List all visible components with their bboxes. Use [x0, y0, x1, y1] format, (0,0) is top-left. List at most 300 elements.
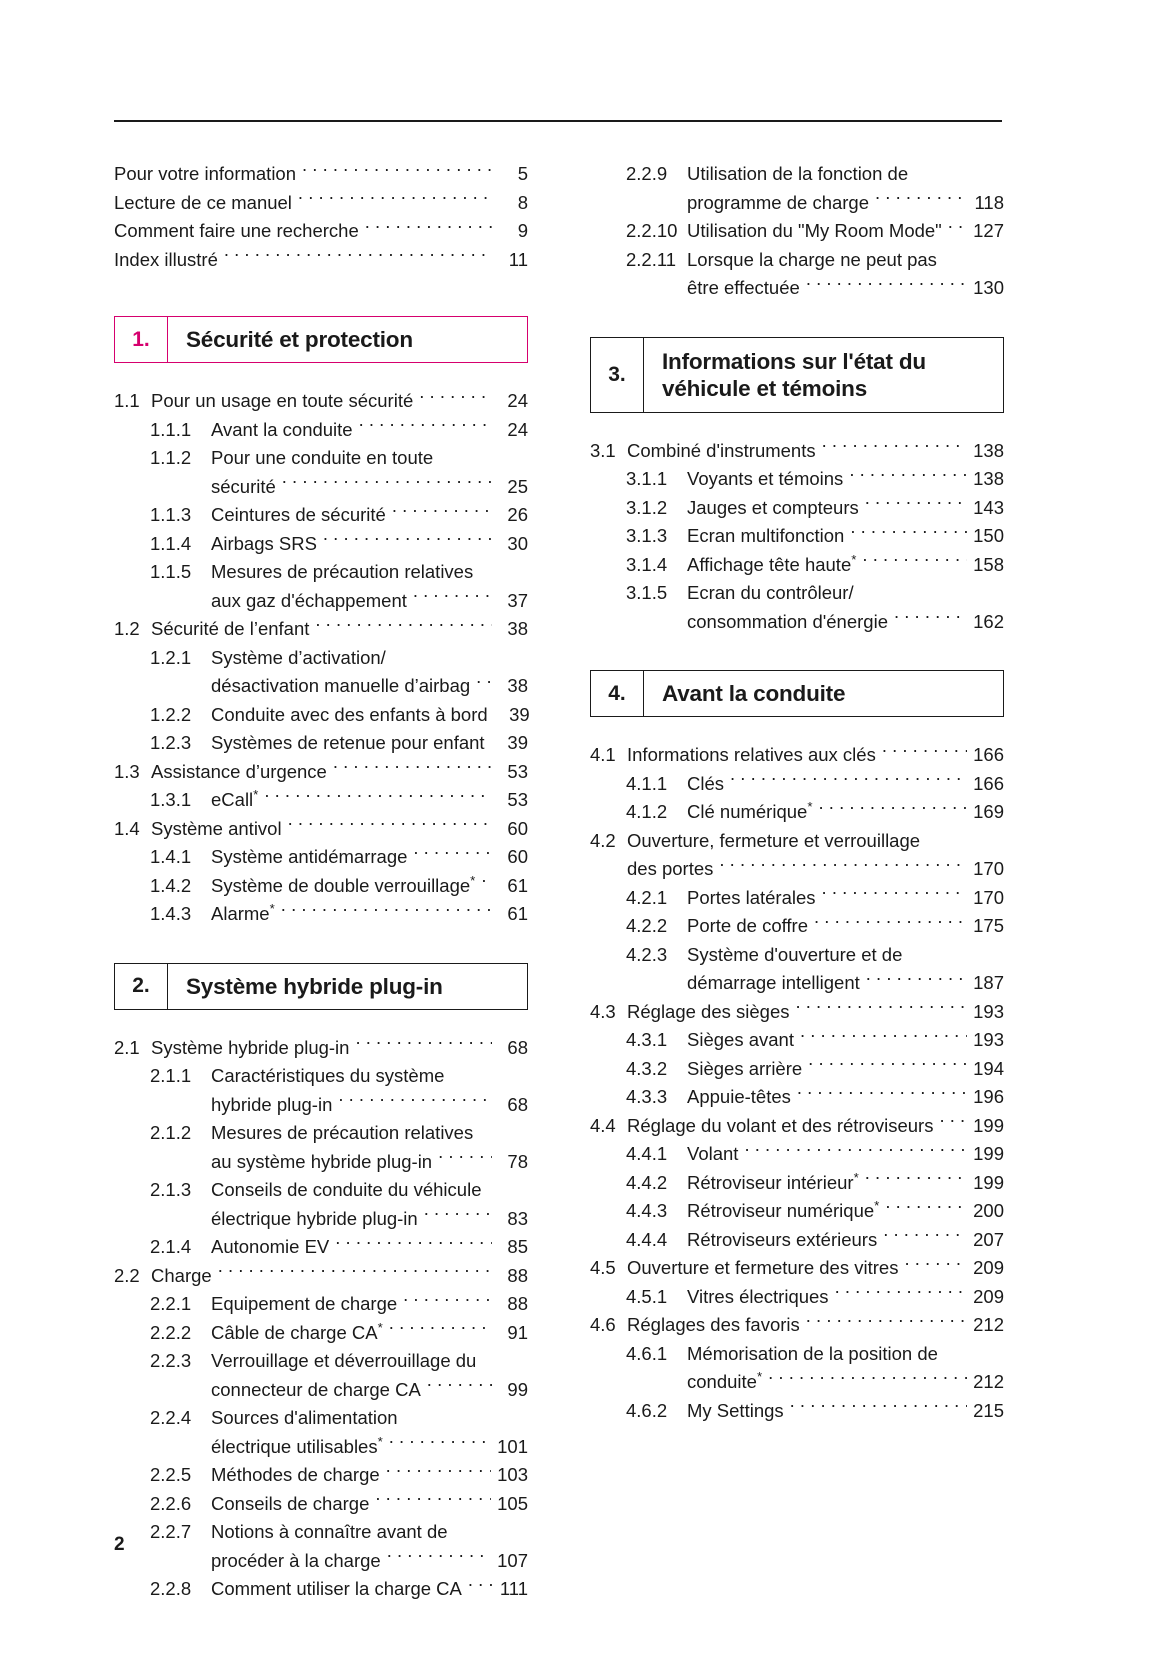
toc-dot-leader — [849, 467, 967, 486]
toc-entry-label: hybride plug-in — [211, 1093, 333, 1115]
chapter-number: 3. — [591, 338, 644, 412]
toc-entry-page: 53 — [507, 789, 528, 810]
toc-entry-line[interactable] — [114, 1404, 528, 1433]
toc-entry-label: Conseils de conduite du véhicule — [211, 1179, 482, 1200]
chapter-number: 2. — [115, 964, 168, 1009]
toc-entry-number: 3.1.5 — [626, 582, 668, 603]
toc-entry-number: 2.2.2 — [150, 1321, 192, 1343]
toc-entry-line[interactable] — [114, 1575, 528, 1604]
toc-entry-page: 212 — [973, 1314, 1004, 1335]
toc-entry-label: Charge — [151, 1264, 212, 1286]
toc-entry-line[interactable] — [114, 1376, 528, 1405]
toc-entry-line[interactable] — [590, 189, 1004, 218]
toc-right-column — [590, 160, 1004, 1604]
toc-entry-label: Rétroviseurs extérieurs — [687, 1228, 878, 1250]
front-matter-page: 5 — [517, 163, 528, 184]
toc-entry-label: Volant — [687, 1143, 739, 1164]
toc-dot-leader — [439, 446, 492, 465]
toc-entry-line[interactable] — [590, 246, 1004, 275]
page-number: 2 — [114, 1534, 125, 1555]
toc-dot-leader — [850, 524, 967, 543]
toc-entry-line[interactable] — [114, 786, 528, 815]
toc-entry-page: 24 — [507, 390, 528, 411]
toc-entry-number: 2.2.9 — [626, 163, 668, 184]
toc-entry-line[interactable] — [590, 608, 1004, 637]
toc-entry-line[interactable] — [590, 1254, 1004, 1283]
toc-dot-leader — [315, 617, 492, 636]
toc-entry-line[interactable] — [590, 798, 1004, 827]
toc-entry-line[interactable] — [114, 1319, 528, 1348]
toc-entry-line[interactable] — [114, 729, 528, 758]
toc-entry-page: 175 — [973, 915, 1004, 936]
toc-entry-page: 199 — [973, 1114, 1004, 1136]
toc-entry-line[interactable] — [590, 1083, 1004, 1112]
toc-entry-label: Sécurité de l’enfant — [151, 618, 310, 639]
footnote-asterisk: * — [470, 872, 476, 888]
toc-entry-label: électrique utilisables* — [211, 1433, 383, 1457]
toc-entry-line[interactable] — [590, 494, 1004, 523]
toc-entry-line[interactable] — [590, 1112, 1004, 1141]
toc-entry-label: Méthodes de charge — [211, 1464, 380, 1485]
front-matter-page: 9 — [517, 220, 528, 241]
toc-entry-page: 187 — [973, 972, 1004, 993]
footnote-asterisk: * — [851, 551, 857, 567]
toc-entry-number: 4.3.3 — [626, 1086, 668, 1107]
toc-dot-leader — [479, 1121, 492, 1140]
toc-dot-leader — [450, 1064, 492, 1083]
toc-entry-line[interactable] — [590, 437, 1004, 466]
toc-entry-line[interactable] — [590, 827, 1004, 856]
toc-entry-line[interactable] — [114, 1490, 528, 1519]
toc-entry-number: 2.2.7 — [150, 1521, 192, 1542]
toc-dot-leader — [882, 743, 967, 762]
toc-entry-label: Alarme* — [211, 900, 275, 924]
toc-entry-number: 1.1.4 — [150, 532, 192, 554]
toc-entry-line[interactable] — [114, 815, 528, 844]
front-matter-label: Comment faire une recherche — [114, 220, 359, 241]
toc-entry-label: Jauges et compteurs — [687, 496, 859, 518]
toc-entry-line[interactable] — [114, 1547, 528, 1576]
toc-entry-page: 83 — [507, 1207, 528, 1229]
toc-entry-line[interactable] — [590, 465, 1004, 494]
chapter-header[interactable] — [114, 963, 528, 1010]
toc-entry-label: Système d'ouverture et de — [687, 943, 903, 965]
toc-entry-number: 4.2.1 — [626, 886, 668, 908]
toc-entry-number: 2.2.1 — [150, 1293, 192, 1314]
toc-entry-number: 4.4.1 — [626, 1143, 668, 1164]
toc-entry-line[interactable] — [114, 1034, 528, 1063]
front-matter-entry[interactable] — [114, 246, 528, 275]
toc-entry-page: 143 — [973, 496, 1004, 518]
toc-entry-page: 53 — [507, 760, 528, 782]
toc-entry-label: Conseils de charge — [211, 1492, 370, 1514]
toc-dot-leader — [387, 1548, 491, 1567]
toc-dot-leader — [335, 1235, 492, 1254]
toc-dot-leader — [822, 885, 968, 904]
toc-entry-line[interactable] — [114, 501, 528, 530]
toc-entry-line[interactable] — [114, 644, 528, 673]
toc-entry-line[interactable] — [590, 1169, 1004, 1198]
toc-dot-leader — [424, 1206, 492, 1225]
toc-dot-leader — [476, 674, 492, 693]
toc-dot-leader — [797, 1085, 967, 1104]
toc-entry-line[interactable] — [114, 1290, 528, 1319]
toc-entry-number: 4.1.1 — [626, 772, 668, 794]
toc-entry-page: 138 — [973, 468, 1004, 489]
toc-dot-leader — [806, 1313, 967, 1332]
toc-dot-leader — [482, 1349, 492, 1368]
footnote-asterisk: * — [253, 786, 259, 802]
toc-dot-leader — [865, 495, 967, 514]
chapter-title: Informations sur l'état du véhicule et témoins — [662, 348, 926, 401]
chapter-entry-list — [590, 437, 1004, 637]
toc-entry-page: 215 — [973, 1399, 1004, 1421]
toc-entry-label: Verrouillage et déverrouillage du — [211, 1350, 477, 1371]
toc-entry-number: 2.2.11 — [626, 248, 677, 270]
toc-entry-number: 2.1.1 — [150, 1065, 192, 1086]
toc-dot-leader — [298, 190, 492, 209]
toc-dot-leader — [338, 1092, 492, 1111]
toc-entry-label: Appuie-têtes — [687, 1086, 791, 1107]
toc-entry-page: 200 — [973, 1200, 1004, 1221]
toc-entry-label: Câble de charge CA* — [211, 1319, 383, 1343]
toc-entry-label: Avant la conduite — [211, 418, 353, 440]
toc-entry-label: Ouverture, fermeture et verrouillage — [627, 829, 921, 851]
toc-entry-number: 4.6 — [590, 1314, 616, 1335]
toc-entry-page: 166 — [973, 772, 1004, 794]
toc-entry-label: être effectuée — [687, 277, 800, 298]
toc-entry-page: 138 — [973, 439, 1004, 461]
toc-entry-line[interactable] — [114, 1262, 528, 1291]
toc-entry-page: 68 — [507, 1036, 528, 1058]
toc-dot-leader — [403, 1292, 492, 1311]
toc-entry-label: Mesures de précaution relatives — [211, 561, 474, 582]
toc-entry-number: 3.1.2 — [626, 496, 668, 518]
toc-dot-leader — [800, 1028, 967, 1047]
toc-entry-page: 68 — [507, 1093, 528, 1115]
toc-entry-page: 24 — [507, 418, 528, 440]
toc-entry-label: Conduite avec des enfants à bord — [211, 703, 488, 725]
chapter-header[interactable] — [590, 670, 1004, 717]
toc-entry-line[interactable] — [114, 558, 528, 587]
toc-dot-leader — [389, 1434, 491, 1453]
toc-entry-line[interactable] — [590, 855, 1004, 884]
toc-entry-line[interactable] — [114, 444, 528, 473]
toc-entry-number: 4.4.3 — [626, 1200, 668, 1221]
toc-entry-page: 162 — [973, 610, 1004, 632]
toc-entry-label: Ouverture et fermeture des vitres — [627, 1257, 899, 1278]
front-matter-label: Pour votre information — [114, 163, 297, 184]
toc-entry-label: Ceintures de sécurité — [211, 504, 386, 525]
toc-entry-label: Informations relatives aux clés — [627, 744, 876, 765]
toc-entry-line[interactable] — [590, 1397, 1004, 1426]
toc-entry-page: 193 — [973, 1000, 1004, 1022]
toc-entry-line[interactable] — [590, 770, 1004, 799]
toc-entry-label: Système d’activation/ — [211, 646, 386, 668]
toc-entry-label: désactivation manuelle d’airbag — [211, 675, 471, 696]
toc-entry-line[interactable] — [114, 872, 528, 901]
toc-entry-line[interactable] — [114, 530, 528, 559]
chapter-number: 4. — [591, 671, 644, 716]
toc-entry-label: au système hybride plug-in — [211, 1150, 433, 1172]
toc-dot-leader — [392, 645, 492, 664]
toc-dot-leader — [427, 1377, 492, 1396]
chapter-header[interactable] — [114, 316, 528, 363]
toc-dot-leader — [768, 1370, 967, 1389]
toc-entry-line[interactable] — [590, 1140, 1004, 1169]
toc-entry-number: 4.3.1 — [626, 1029, 668, 1050]
toc-entry-line[interactable] — [590, 579, 1004, 608]
toc-entry-number: 4.2 — [590, 829, 616, 851]
toc-entry-label: Système antivol — [151, 817, 282, 839]
toc-entry-line[interactable] — [114, 1119, 528, 1148]
chapter-number: 1. — [115, 317, 168, 362]
toc-dot-leader — [404, 1406, 492, 1425]
toc-entry-line[interactable] — [590, 941, 1004, 970]
toc-entry-label: connecteur de charge CA — [211, 1378, 421, 1400]
toc-entry-label: Rétroviseur numérique* — [687, 1197, 880, 1221]
toc-entry-line[interactable] — [590, 217, 1004, 246]
toc-entry-label: Mesures de précaution relatives — [211, 1122, 474, 1143]
toc-entry-page: 39 — [509, 703, 530, 725]
toc-entry-page: 194 — [973, 1057, 1004, 1079]
toc-dot-leader — [264, 788, 492, 807]
toc-dot-leader — [365, 219, 492, 238]
toc-entry-label: Réglage du volant et des rétroviseurs — [627, 1114, 934, 1136]
toc-entry-number: 2.2.8 — [150, 1578, 192, 1599]
toc-entry-line[interactable] — [590, 1226, 1004, 1255]
toc-entry-page: 127 — [973, 220, 1004, 241]
toc-entry-line[interactable] — [590, 741, 1004, 770]
toc-entry-line[interactable] — [590, 884, 1004, 913]
toc-entry-line[interactable] — [590, 912, 1004, 941]
toc-left-column — [114, 160, 528, 1604]
toc-dot-leader — [814, 914, 967, 933]
toc-dot-leader — [865, 1170, 967, 1189]
toc-dot-leader — [862, 552, 967, 571]
toc-entry-line[interactable] — [114, 387, 528, 416]
chapter-title: Système hybride plug-in — [186, 973, 443, 999]
toc-entry-line[interactable] — [114, 672, 528, 701]
continued-entry-list — [590, 160, 1004, 303]
toc-dot-leader — [413, 588, 492, 607]
footnote-asterisk: * — [807, 798, 813, 814]
toc-entry-line[interactable] — [590, 1368, 1004, 1397]
toc-entry-line[interactable] — [114, 843, 528, 872]
toc-entry-line[interactable] — [114, 416, 528, 445]
toc-entry-line[interactable] — [590, 998, 1004, 1027]
toc-dot-leader — [894, 609, 967, 628]
toc-dot-leader — [808, 1056, 967, 1075]
toc-entry-line[interactable] — [590, 522, 1004, 551]
toc-dot-leader — [454, 1520, 492, 1539]
toc-entry-page: 61 — [507, 903, 528, 924]
toc-entry-label: Système antidémarrage — [211, 846, 408, 867]
toc-entry-line[interactable] — [590, 1026, 1004, 1055]
chapter-entry-list — [114, 387, 528, 929]
toc-entry-line[interactable] — [114, 1433, 528, 1462]
toc-entry-line[interactable] — [114, 587, 528, 616]
toc-entry-label: conduite* — [687, 1368, 763, 1392]
toc-entry-page: 170 — [973, 858, 1004, 879]
toc-entry-page: 209 — [973, 1285, 1004, 1307]
toc-entry-label: Clés — [687, 772, 725, 794]
toc-entry-page: 101 — [497, 1435, 528, 1457]
toc-entry-label: Pour une conduite en toute — [211, 447, 434, 468]
toc-entry-number: 4.2.2 — [626, 915, 668, 936]
toc-entry-line[interactable] — [590, 1055, 1004, 1084]
toc-dot-leader — [468, 1577, 492, 1596]
toc-entry-line[interactable] — [590, 1197, 1004, 1226]
toc-entry-label: Lorsque la charge ne peut pas — [687, 248, 937, 270]
toc-entry-label: sécurité — [211, 475, 276, 497]
toc-entry-number: 4.3.2 — [626, 1057, 668, 1079]
toc-entry-label: Mémorisation de la position de — [687, 1342, 938, 1364]
toc-entry-line[interactable] — [590, 274, 1004, 303]
toc-entry-page: 196 — [973, 1086, 1004, 1107]
toc-entry-number: 1.2.1 — [150, 646, 192, 668]
toc-entry-line[interactable] — [590, 969, 1004, 998]
toc-entry-label: Portes latérales — [687, 886, 816, 908]
toc-entry-line[interactable] — [590, 1283, 1004, 1312]
toc-entry-number: 2.1.4 — [150, 1236, 192, 1257]
toc-entry-number: 3.1.3 — [626, 525, 668, 546]
toc-entry-number: 1.4.2 — [150, 874, 192, 896]
front-matter-label: Lecture de ce manuel — [114, 191, 292, 213]
toc-dot-leader — [389, 1320, 492, 1339]
toc-dot-leader — [885, 1199, 967, 1218]
toc-entry-label: Notions à connaître avant de — [211, 1521, 448, 1542]
toc-entry-number: 2.2.10 — [626, 220, 678, 241]
toc-dot-leader — [487, 1178, 492, 1197]
toc-dot-leader — [904, 1256, 967, 1275]
toc-entry-number: 2.1 — [114, 1036, 140, 1058]
toc-entry-line[interactable] — [114, 1091, 528, 1120]
toc-entry-number: 1.4 — [114, 817, 140, 839]
toc-entry-number: 3.1.4 — [626, 553, 668, 575]
toc-entry-page: 103 — [497, 1464, 528, 1485]
toc-entry-page: 38 — [507, 675, 528, 696]
toc-entry-page: 88 — [507, 1264, 528, 1286]
toc-entry-page: 169 — [973, 801, 1004, 822]
toc-entry-line[interactable] — [114, 701, 528, 730]
toc-entry-line[interactable] — [114, 1233, 528, 1262]
toc-entry-number: 4.5.1 — [626, 1285, 668, 1307]
toc-entry-page: 212 — [973, 1371, 1004, 1392]
toc-dot-leader — [939, 1113, 967, 1132]
toc-entry-number: 1.1.3 — [150, 504, 192, 525]
toc-entry-page: 209 — [973, 1257, 1004, 1278]
footnote-asterisk: * — [756, 1368, 763, 1384]
chapter-header[interactable] — [590, 337, 1004, 413]
toc-entry-line[interactable] — [114, 615, 528, 644]
toc-entry-label: aux gaz d'échappement — [211, 589, 407, 611]
toc-entry-line[interactable] — [114, 1205, 528, 1234]
toc-entry-label: Systèmes de retenue pour enfant — [211, 732, 485, 753]
toc-entry-number: 1.3 — [114, 760, 140, 782]
toc-entry-number: 1.1.5 — [150, 561, 192, 582]
toc-entry-label: Porte de coffre — [687, 915, 809, 936]
toc-entry-label: Combiné d'instruments — [627, 439, 816, 461]
toc-entry-label: Réglage des sièges — [627, 1000, 790, 1022]
toc-entry-page: 107 — [497, 1549, 528, 1571]
toc-entry-page: 78 — [507, 1150, 528, 1172]
toc-entry-line[interactable] — [114, 1461, 528, 1490]
toc-entry-number: 1.2 — [114, 618, 140, 639]
toc-entry-line[interactable] — [114, 1518, 528, 1547]
toc-entry-line[interactable] — [114, 758, 528, 787]
toc-entry-number: 1.2.2 — [150, 703, 192, 725]
front-matter-entry[interactable] — [114, 160, 528, 189]
toc-entry-page: 37 — [507, 589, 528, 611]
toc-entry-number: 4.2.3 — [626, 943, 668, 965]
toc-entry-page: 88 — [507, 1293, 528, 1314]
footnote-asterisk: * — [269, 900, 275, 916]
toc-entry-number: 2.2 — [114, 1264, 140, 1286]
toc-entry-label: Affichage tête haute* — [687, 551, 857, 575]
toc-dot-leader — [926, 828, 968, 847]
toc-entry-line[interactable] — [590, 551, 1004, 580]
toc-entry-line[interactable] — [114, 1148, 528, 1177]
toc-entry-page: 61 — [507, 874, 528, 896]
toc-dot-leader — [479, 560, 492, 579]
toc-entry-label: Système hybride plug-in — [151, 1036, 350, 1058]
toc-entry-label: Réglages des favoris — [627, 1314, 800, 1335]
toc-entry-label: My Settings — [687, 1399, 784, 1421]
toc-entry-line[interactable] — [114, 1176, 528, 1205]
toc-dot-leader — [282, 474, 492, 493]
toc-dot-leader — [796, 999, 968, 1018]
toc-dot-leader — [790, 1398, 967, 1417]
toc-entry-page: 26 — [507, 504, 528, 525]
toc-dot-leader — [730, 771, 967, 790]
toc-entry-label: Ecran du contrôleur/ — [687, 582, 854, 603]
front-matter-list — [114, 160, 528, 274]
toc-dot-leader — [281, 902, 492, 921]
toc-dot-leader — [333, 759, 492, 778]
toc-entry-line[interactable] — [590, 160, 1004, 189]
toc-entry-line[interactable] — [590, 1311, 1004, 1340]
toc-entry-label: programme de charge — [687, 191, 870, 213]
toc-dot-leader — [866, 971, 967, 990]
toc-entry-page: 105 — [497, 1492, 528, 1514]
toc-entry-line[interactable] — [114, 1347, 528, 1376]
toc-dot-leader — [744, 1142, 967, 1161]
toc-dot-leader — [438, 1149, 492, 1168]
toc-entry-line[interactable] — [590, 1340, 1004, 1369]
toc-entry-line[interactable] — [114, 473, 528, 502]
footnote-asterisk: * — [853, 1169, 859, 1185]
toc-entry-number: 1.3.1 — [150, 789, 192, 810]
toc-entry-line[interactable] — [114, 900, 528, 929]
toc-entry-number: 2.1.3 — [150, 1179, 192, 1200]
front-matter-entry[interactable] — [114, 189, 528, 218]
toc-entry-page: 30 — [507, 532, 528, 554]
toc-entry-page: 150 — [973, 525, 1004, 546]
toc-dot-leader — [719, 857, 967, 876]
toc-entry-number: 2.2.5 — [150, 1464, 192, 1485]
toc-entry-page: 38 — [507, 618, 528, 639]
toc-entry-label: Rétroviseur intérieur* — [687, 1169, 859, 1193]
front-matter-entry[interactable] — [114, 217, 528, 246]
toc-entry-label: procéder à la charge — [211, 1549, 381, 1571]
toc-entry-number: 2.2.4 — [150, 1407, 192, 1428]
toc-entry-label: Utilisation du "My Room Mode" — [687, 220, 942, 241]
toc-entry-line[interactable] — [114, 1062, 528, 1091]
toc-entry-page: 166 — [973, 744, 1004, 765]
toc-entry-label: consommation d'énergie — [687, 610, 888, 632]
toc-entry-label: Sièges avant — [687, 1029, 794, 1050]
